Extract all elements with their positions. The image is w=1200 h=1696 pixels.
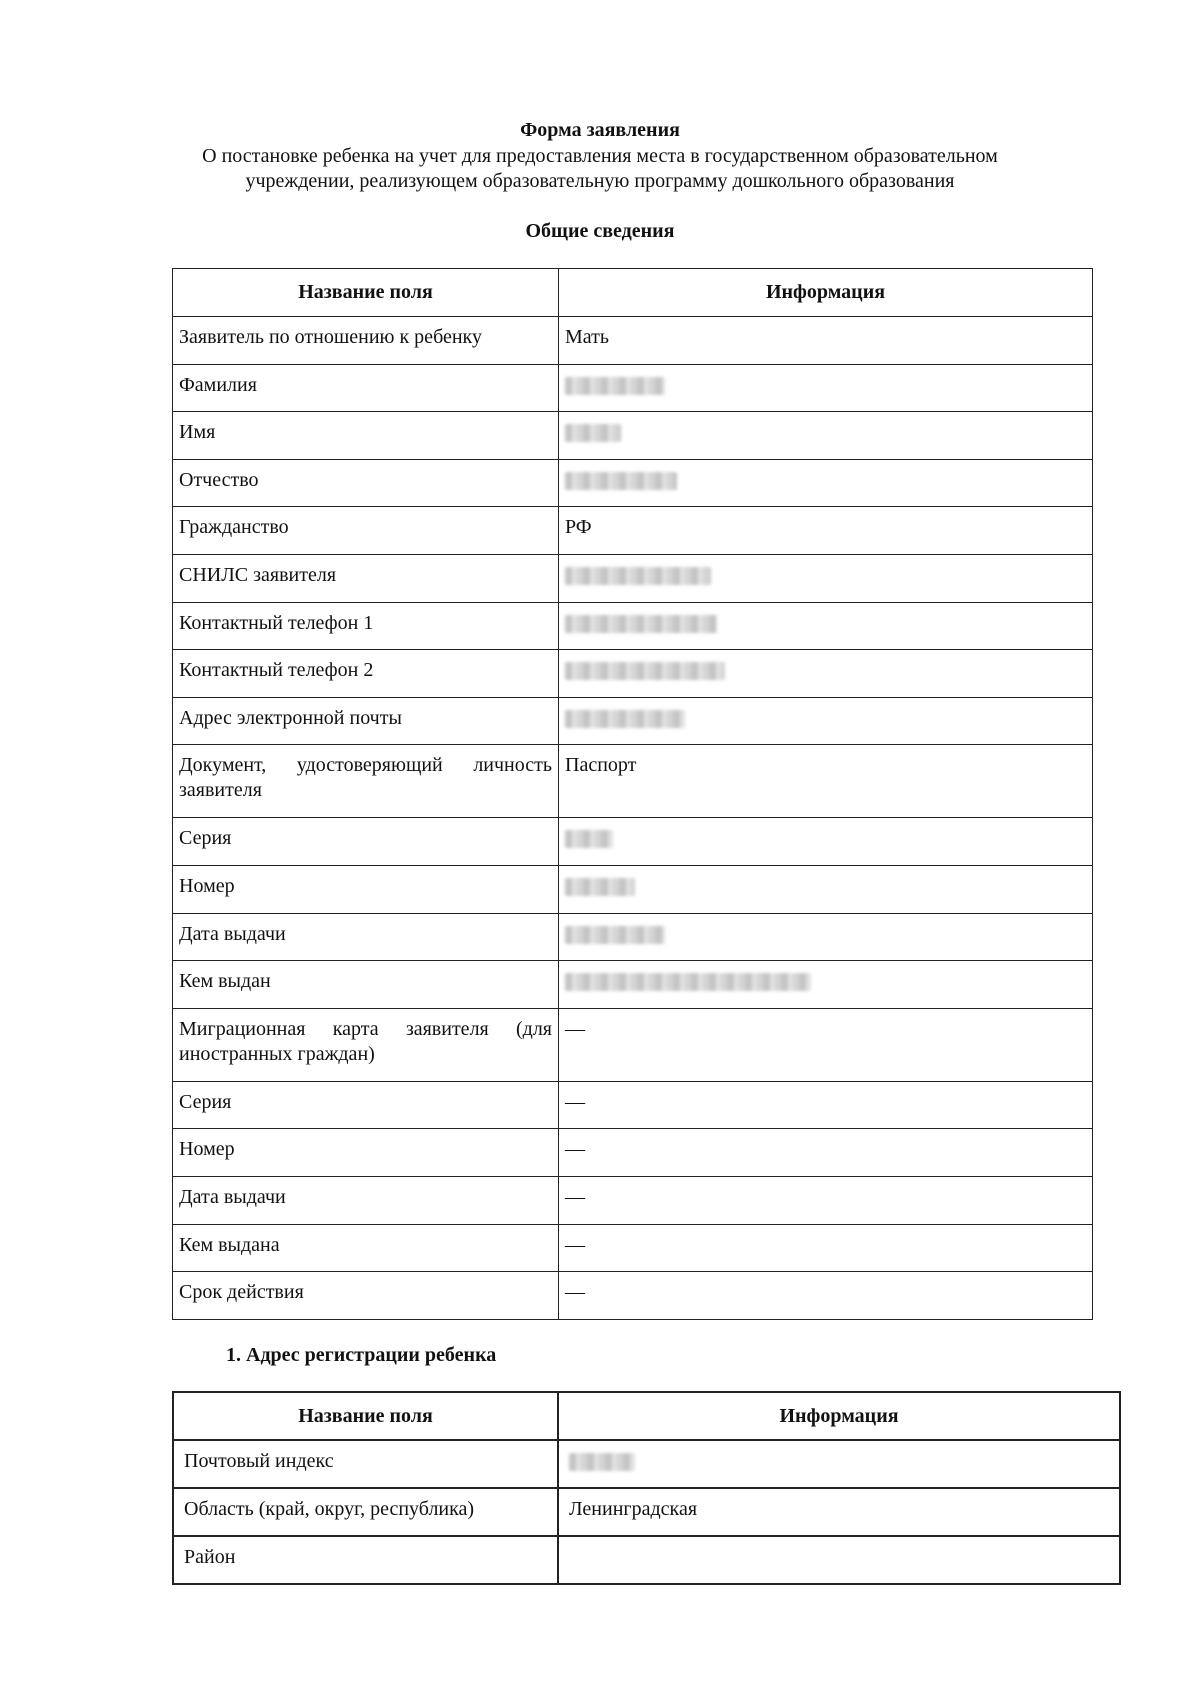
field-value: — [559,1224,1093,1272]
field-label: Срок действия [173,1272,559,1320]
redacted-value [565,830,613,848]
address-table [172,1391,1121,1585]
field-value-redacted [559,697,1093,745]
table-row [173,697,1093,745]
redacted-value [565,567,711,585]
field-value-redacted [559,459,1093,507]
redacted-value [565,878,635,896]
table-row [173,459,1093,507]
field-label: Область (край, округ, республика) [173,1488,558,1536]
table-row [173,913,1093,961]
field-value: — [559,1129,1093,1177]
field-value-redacted [559,818,1093,866]
redacted-value [565,926,665,944]
field-value-redacted [559,364,1093,412]
field-value-redacted [559,412,1093,460]
table-row [173,317,1093,365]
table-row [173,1176,1093,1224]
table-row [173,1008,1093,1081]
column-header-info: Информация [559,269,1093,317]
field-value: — [559,1081,1093,1129]
field-label: Адрес электронной почты [173,697,559,745]
table-row [173,602,1093,650]
table-header-row [173,269,1093,317]
column-header-info: Информация [558,1392,1120,1440]
field-label: Заявитель по отношению к ребенку [173,317,559,365]
table-row [173,745,1093,818]
table-row [173,1272,1093,1320]
field-label: Номер [173,865,559,913]
document-title: Форма заявления [520,119,680,141]
column-header-field: Название поля [173,1392,558,1440]
field-label: Дата выдачи [173,913,559,961]
table-row [173,554,1093,602]
table-row [173,1440,1120,1488]
section-heading-address: 1. Адрес регистрации ребенка [226,1344,497,1366]
column-header-field: Название поля [173,269,559,317]
redacted-value [565,615,717,633]
field-value: — [559,1008,1093,1081]
field-value: — [559,1272,1093,1320]
field-value-redacted [559,865,1093,913]
table-row [173,412,1093,460]
redacted-value [565,973,811,991]
table-row [173,364,1093,412]
field-value [558,1536,1120,1584]
field-label: Дата выдачи [173,1176,559,1224]
table-row [173,507,1093,555]
redacted-value [565,662,725,680]
field-value-redacted [558,1440,1120,1488]
table-row [173,1536,1120,1584]
document-subtitle-line-1: О постановке ребенка на учет для предоставления места в государственном образовательном [202,145,998,167]
redacted-value [565,472,677,490]
document-subtitle-line-2: учреждении, реализующем образовательную программу дошкольного образования [245,170,955,192]
general-info-table [172,268,1093,1320]
field-value: Мать [559,317,1093,365]
redacted-value [565,710,685,728]
field-label: Имя [173,412,559,460]
redacted-value [565,424,621,442]
table-row [173,650,1093,698]
redacted-value [565,377,665,395]
field-label: Фамилия [173,364,559,412]
field-label: Отчество [173,459,559,507]
field-value: РФ [559,507,1093,555]
table-row [173,1224,1093,1272]
field-value-redacted [559,650,1093,698]
field-label: Номер [173,1129,559,1177]
field-value-redacted [559,602,1093,650]
field-label: Контактный телефон 2 [173,650,559,698]
table-row [173,961,1093,1009]
field-label: Серия [173,1081,559,1129]
field-label: Миграционная карта заявителя (для иностранных граждан) [173,1008,559,1081]
field-label: Гражданство [173,507,559,555]
field-value-redacted [559,554,1093,602]
field-label: Кем выдана [173,1224,559,1272]
field-value-redacted [559,961,1093,1009]
field-label: Серия [173,818,559,866]
table-row [173,865,1093,913]
field-label: Контактный телефон 1 [173,602,559,650]
section-heading-general: Общие сведения [525,220,675,242]
table-row [173,1129,1093,1177]
field-label: Кем выдан [173,961,559,1009]
field-label: СНИЛС заявителя [173,554,559,602]
field-value-redacted [559,913,1093,961]
table-header-row [173,1392,1120,1440]
field-value: Ленинградская [558,1488,1120,1536]
field-label: Почтовый индекс [173,1440,558,1488]
field-value: Паспорт [559,745,1093,818]
field-label: Район [173,1536,558,1584]
redacted-value [569,1453,635,1471]
table-row [173,1081,1093,1129]
field-value: — [559,1176,1093,1224]
table-row [173,1488,1120,1536]
table-row [173,818,1093,866]
field-label: Документ, удостоверяющий личность заявителя [173,745,559,818]
